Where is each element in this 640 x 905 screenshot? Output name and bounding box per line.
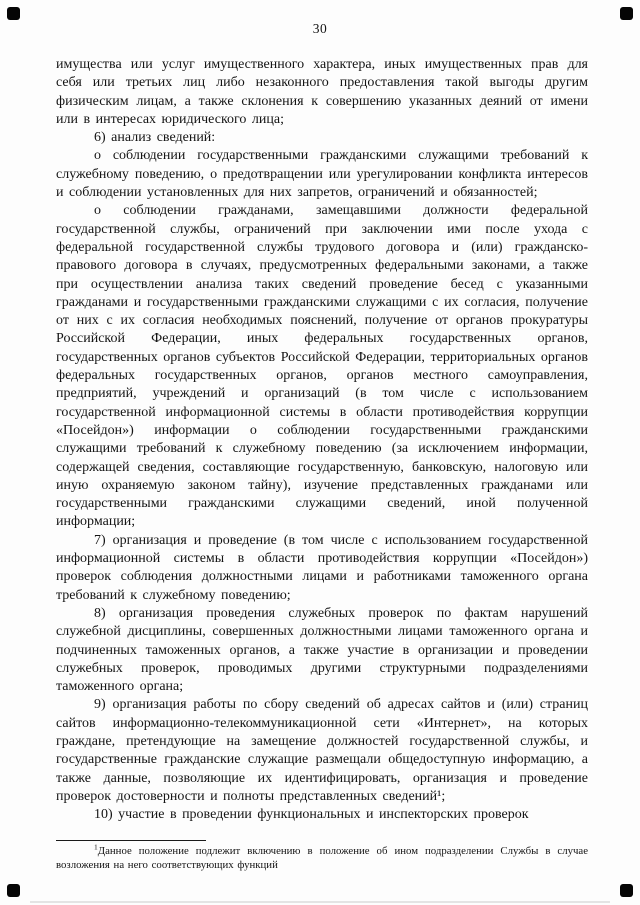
paragraph: 6) анализ сведений: <box>94 130 216 146</box>
paragraph: 9) организация работы по сбору сведений об адресах сайтов и (или) страниц сайтов информационно-телекоммуникационной сети «Интернет», на которых граждане, претендующие на замещение должностей государственной службы, и государственные гражданские служащие размещали общедоступную информацию, а также данные, позволяющие их идентифицировать, организация и проведение проверок достоверности и полноты представленных сведений¹; <box>56 697 588 804</box>
paragraph: 8) организация проведения служебных проверок по фактам нарушений служебной дисциплины, совершенных должностными лицами таможенного органа и подчиненных таможенных органов, а также участие в организации и проведении служебных проверок, проводимых другими структурными подразделениями таможенного органа; <box>56 605 588 695</box>
document-body <box>56 56 588 824</box>
paragraph: 10) участие в проведении функциональных и инспекторских проверок <box>94 807 529 823</box>
paragraph: о соблюдении гражданами, замещавшими должности федеральной государственной службы, ограничений при заключении ими после ухода с федеральной государственной службы трудового договора и (или) гражданско-правового договора в случаях, предусмотренных федеральными законами, а также при осуществлении анализа таких сведений проведение бесед с указанными гражданами и государственными гражданскими служащими с их согласия, получение от них с их согласия необходимых пояснений, получение от органов прокуратуры Российской Федерации, иных федеральных государственных органов, государственных органов субъектов Российской Федерации, территориальных органов федеральных государственных органов, органов местного самоуправления, предприятий, учреждений и организаций (в том числе с использованием государственной информационной системы в области противодействия коррупции «Посейдон») информации о соблюдении государственными гражданскими служащими требований к служебному поведению (за исключением информации, содержащей сведения, составляющие государственную, банковскую, налоговую или иную охраняемую законом тайну), изучение представленных гражданами или государственными гражданскими служащими сведений, иной полученной информации; <box>56 203 588 530</box>
scan-registration-mark-bottom-right <box>620 884 633 897</box>
footnote-marker: 1 <box>94 842 98 852</box>
paragraph: о соблюдении государственными гражданскими служащими требований к служебному поведению, о предотвращении или урегулировании конфликта интересов и соблюдении установленных для них запретов, ограничений и обязанностей; <box>56 148 588 201</box>
footnote-block <box>56 840 588 872</box>
footnote-text: Данное положение подлежит включению в положение об ином подразделении Службы в случае возложения на него соответствующих функций <box>56 845 588 871</box>
footnote-separator <box>56 840 206 841</box>
scan-registration-mark-bottom-left <box>7 884 20 897</box>
paragraph: 7) организация и проведение (в том числе с использованием государственной информационной системы в области противодействия коррупции «Посейдон») проверок соблюдения должностными лицами и работниками таможенного органа требований к служебному поведению; <box>56 532 588 603</box>
footnote <box>56 842 588 872</box>
page-number: 30 <box>312 21 328 36</box>
paragraph: имущества или услуг имущественного характера, иных имущественных прав для себя или третьих лиц либо незаконного предоставления такой выгоды другим физическим лицам, а также склонения к совершению указанных деяний от имени или в интересах юридического лица; <box>56 57 588 127</box>
scan-registration-mark-top-right <box>620 7 633 20</box>
scan-registration-mark-top-left <box>7 7 20 20</box>
scan-edge-artifact <box>30 901 610 903</box>
